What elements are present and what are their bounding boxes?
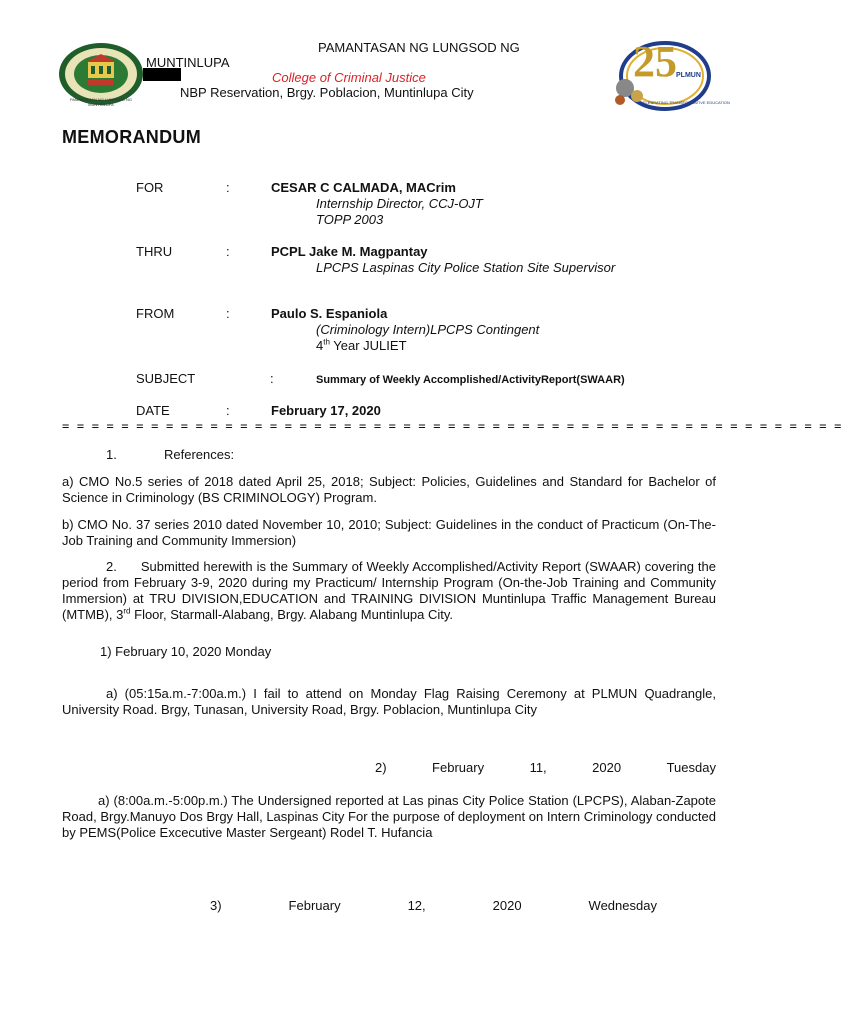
reference-a: a) CMO No.5 series of 2018 dated April 25, 2018; Subject: Policies, Guidelines and Standard for Bachelor of Science in Criminology (BS CRIMINOLOGY) Program. [62, 474, 716, 505]
from-position: (Criminology Intern)LPCPS Contingent [316, 322, 540, 337]
from-colon: : [226, 306, 230, 321]
for-name: CESAR C CALMADA, MACrim [271, 180, 456, 195]
thru-colon: : [226, 244, 230, 259]
day2-day: 11, [529, 760, 547, 775]
subject-colon: : [270, 371, 274, 386]
from-year [316, 338, 407, 354]
for-class: TOPP 2003 [316, 212, 384, 227]
anniversary-sub: PLMUN [676, 72, 701, 79]
college-name: College of Criminal Justice [272, 70, 426, 85]
date-value: February 17, 2020 [271, 403, 381, 418]
anniversary-caption: CELEBRATING TRANSFORMATIVE EDUCATION [640, 100, 730, 105]
thru-name: PCPL Jake M. Magpantay [271, 244, 428, 259]
day3-weekday: Wednesday [588, 898, 657, 913]
seal-caption [62, 97, 140, 107]
anniversary-number: 25 [633, 37, 677, 86]
day2-num: 2) [375, 760, 387, 775]
paragraph-2-text-end: Floor, Starmall-Alabang, Brgy. Alabang Muntinlupa City. [130, 607, 454, 622]
subject-value: Summary of Weekly Accomplished/ActivityReport(SWAAR) [316, 374, 625, 386]
day2-month: February [432, 760, 485, 775]
day3-num: 3) [210, 898, 222, 913]
for-label: FOR [136, 180, 164, 195]
subject-label: SUBJECT [136, 371, 196, 386]
references-number: 1. [106, 447, 117, 462]
paragraph-2-sup: rd [123, 606, 131, 616]
from-year-sup: th [323, 337, 330, 347]
for-position: Internship Director, CCJ-OJT [316, 196, 483, 211]
from-label: FROM [136, 306, 175, 321]
reference-b: b) CMO No. 37 series 2010 dated November 10, 2010; Subject: Guidelines in the conduct of Practicum (On-The-Job Training and Community Immersion) [62, 517, 716, 548]
university-name-line1: PAMANTASAN NG LUNGSOD NG [318, 40, 520, 55]
references-label: References: [164, 447, 235, 462]
day2-year: 2020 [592, 760, 622, 775]
day3-year: 2020 [492, 898, 522, 913]
thru-position: LPCPS Laspinas City Police Station Site Supervisor [316, 260, 616, 275]
paragraph-2 [62, 559, 716, 623]
university-address: NBP Reservation, Brgy. Poblacion, Muntinlupa City [180, 85, 474, 100]
memo-title: MEMORANDUM [62, 127, 201, 147]
for-colon: : [226, 180, 230, 195]
seal-text: PAMANTASAN NG LUNGSOD NG MUNTINLUPA [69, 97, 133, 107]
day1-heading: 1) February 10, 2020 Monday [100, 644, 272, 659]
day3-heading [210, 898, 657, 914]
day1-entry-a: a) (05:15a.m.-7:00a.m.) I fail to attend on Monday Flag Raising Ceremony at PLMUN Quadrangle, University Road. Brgy, Tunasan, University Road, Brgy. Poblacion, Muntinlupa City [62, 686, 716, 717]
from-year-num: 4 [316, 338, 324, 353]
paragraph-2-text: 2. Submitted herewith is the Summary of Weekly Accomplished/Activity Report (SWAAR) covering the period from February 3-9, 2020 during my Practicum/ Internship Program (On-the-Job Training and Community Immersion) at TRU DIVISION,EDUCATION and TRAINING DIVISION Muntinlupa Traffic Management Bureau (MTMB), 3 [62, 559, 716, 622]
from-year-rest: Year JULIET [329, 338, 407, 353]
day2-entry-a: a) (8:00a.m.-5:00p.m.) The Undersigned reported at Las pinas City Police Station (LPCPS), Alaban-Zapote Road, Brgy.Manuyo Dos Brgy Hall, Laspinas City For the purpose of deployment on Intern Criminology conducted by PEMS(Police Excecutive Master Sergeant) Rodel T. Hufancia [62, 793, 716, 840]
day2-weekday: Tuesday [666, 760, 716, 775]
separator-line: = = = = = = = = = = = = = = = = = = = = = = = = = = = = = = = = = = = = = = = = = = = = = = = = = = = = = [62, 419, 842, 433]
day2-heading [375, 760, 716, 776]
university-name-line2: MUNTINLUPA [146, 55, 230, 70]
from-name: Paulo S. Espaniola [271, 306, 388, 321]
day3-month: February [288, 898, 341, 913]
thru-label: THRU [136, 244, 173, 259]
date-label: DATE [136, 403, 170, 418]
date-colon: : [226, 403, 230, 418]
day3-day: 12, [407, 898, 426, 913]
